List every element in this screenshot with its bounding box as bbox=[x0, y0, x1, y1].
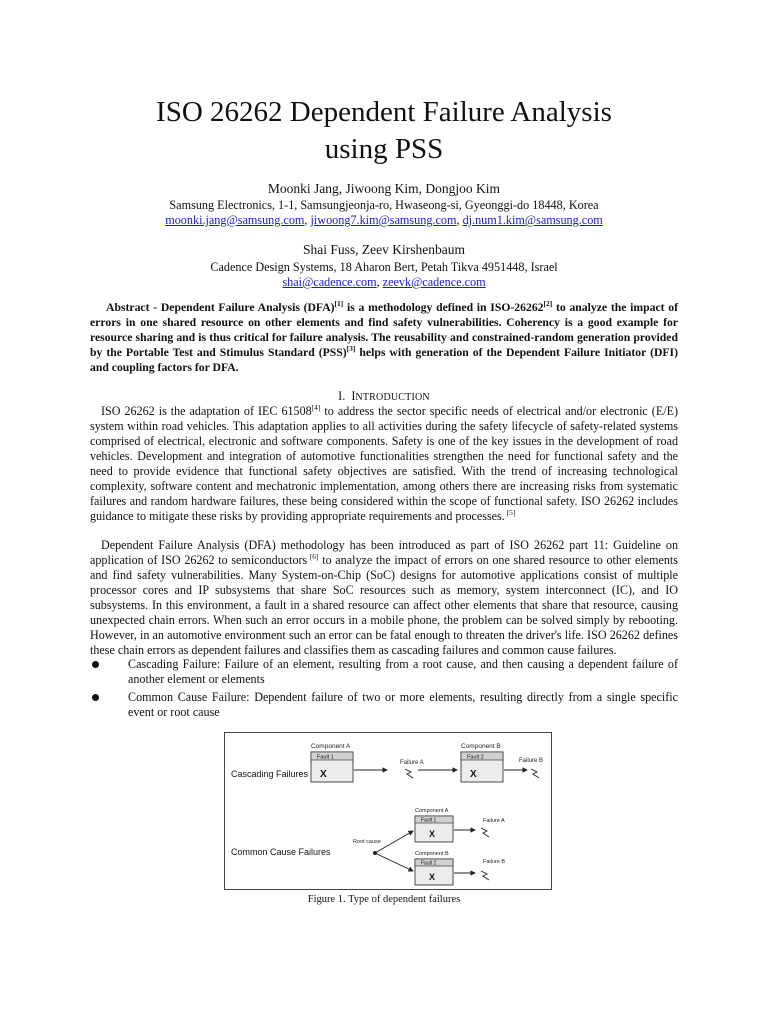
common-cause-failures-label: Common Cause Failures bbox=[231, 847, 331, 857]
emails-cadence: shai@cadence.com, zeevk@cadence.com bbox=[282, 275, 486, 289]
affiliation-samsung: Samsung Electronics, 1-1, Samsungjeonja-ro, Hwaseong-si, Gyeonggi-do 18448, Korea bbox=[169, 198, 599, 212]
fault-x-icon: X bbox=[429, 829, 436, 839]
failure-a-label: Failure A bbox=[400, 760, 424, 766]
title-line-1: ISO 26262 Dependent Failure Analysis bbox=[156, 96, 612, 128]
fault-2-label: Fault 2 bbox=[421, 860, 437, 867]
arrow bbox=[375, 853, 413, 871]
citation: [1] bbox=[334, 299, 344, 309]
email-link[interactable]: dj.num1.kim@samsung.com bbox=[462, 213, 603, 227]
component-b-label: Component B bbox=[461, 743, 501, 750]
lightning-icon bbox=[405, 769, 413, 778]
citation: [4] bbox=[311, 402, 321, 412]
intro-paragraph-2: Dependent Failure Analysis (DFA) methodology has been introduced as part of ISO 26262 part 11: Guideline on application of ISO 26262 to semiconductors [6] to analyze the impact of errors on one shared resource to other elements and find safety vulnerabilities. Many System-on-Chip (SoC) designs for automotive applications consist of multiple processor cores and IP subsystems that share SoC resources such as memory, system interconnect (IC), and IO subsystems. In this environment, a fault in a shared resource can affect other elements that share that resource, causing unexpected chain errors. When such an error occurs in a mobile phone, the problem can be solved simply by rebooting. However, in an automotive environment such an error can be fatal enough to threaten the driver's life. ISO 26262 defines these chain errors as dependent failures and classifies them as cascading failures and common cause failures. bbox=[90, 538, 678, 657]
failure-types-list bbox=[90, 657, 678, 723]
authors-samsung: Moonki Jang, Jiwoong Kim, Dongjoo Kim bbox=[267, 181, 501, 196]
bullet-icon bbox=[90, 690, 128, 720]
affiliation-cadence: Cadence Design Systems, 18 Aharon Bert, Petah Tikva 4951448, Israel bbox=[210, 260, 558, 274]
figure-dependent-failures bbox=[224, 732, 552, 890]
root-cause-label: Root cause bbox=[353, 839, 381, 845]
abstract: Abstract - Dependent Failure Analysis (DFA)[1] is a methodology defined in ISO-26262[2] to analyze the impact of errors in one shared resource on other elements and find safety vulnerabilities. Coherency is a good example for resource sharing and is thus critical for failure analysis. The reusability and constrained-random generation provided by the Portable Test and Stimulus Standard (PSS)[3] helps with generation of the Dependent Failure Initiator (DFI) and coupling factors for DFA. bbox=[90, 299, 678, 374]
citation: [2] bbox=[543, 299, 553, 309]
citation: [3] bbox=[346, 344, 356, 354]
email-link[interactable]: zeevk@cadence.com bbox=[382, 275, 486, 289]
fault-x-icon: X bbox=[320, 769, 327, 780]
component-b-label: Component B bbox=[415, 851, 449, 857]
section-heading-introduction: I. INTRODUCTION bbox=[338, 389, 430, 403]
fault-1-label: Fault 1 bbox=[317, 754, 334, 761]
fault-2-label: Fault 2 bbox=[467, 754, 484, 761]
authors-cadence: Shai Fuss, Zeev Kirshenbaum bbox=[303, 242, 465, 257]
title-line-2: using PSS bbox=[324, 133, 444, 165]
lightning-icon bbox=[481, 871, 489, 880]
email-link[interactable]: moonki.jang@samsung.com bbox=[165, 213, 305, 227]
bullet-icon bbox=[90, 657, 128, 687]
failure-b-label: Failure B bbox=[483, 859, 506, 865]
lightning-icon bbox=[481, 828, 489, 837]
failure-b-label: Failure B bbox=[519, 758, 544, 764]
component-a-label: Component A bbox=[311, 743, 351, 750]
figure-caption: Figure 1. Type of dependent failures bbox=[307, 894, 461, 905]
component-a-label: Component A bbox=[415, 808, 449, 814]
lightning-icon bbox=[531, 769, 539, 778]
email-link[interactable]: jiwoong7.kim@samsung.com bbox=[310, 213, 457, 227]
emails-samsung: moonki.jang@samsung.com, jiwoong7.kim@samsung.com, dj.num1.kim@samsung.com bbox=[165, 213, 603, 227]
citation: [6] bbox=[307, 551, 319, 561]
cascading-failures-label: Cascading Failures bbox=[231, 769, 309, 779]
intro-paragraph-1: ISO 26262 is the adaptation of IEC 61508[4] to address the sector specific needs of electrical and/or electronic (E/E) system within road vehicles. This adaptation applies to all activities during the safety lifecycle of safety-related systems comprised of electrical, electronic and software components. Safety is one of the key issues in the development of road vehicles. Development and integration of automotive functionalities strengthen the need for functional safety and the need to provide evidence that functional safety objectives are satisfied. With the trend of increasing technological complexity, software content and mechatronic implementation, among others there are increasing risks from systematic failures and random hardware failures, these being considered within the scope of functional safety. ISO 26262 includes guidance to mitigate these risks by providing appropriate requirements and processes. [5] bbox=[90, 402, 678, 523]
failure-a-label: Failure A bbox=[483, 818, 505, 824]
citation: [5] bbox=[504, 507, 516, 517]
fault-x-icon: X bbox=[429, 872, 436, 882]
fault-x-icon: X bbox=[470, 769, 477, 780]
fault-1-label: Fault 1 bbox=[421, 817, 437, 824]
list-item: Cascading Failure: Failure of an element, resulting from a root cause, and then causing a dependent failure of another element or elements bbox=[90, 657, 678, 687]
failure-diagram bbox=[225, 733, 551, 889]
list-item: Common Cause Failure: Dependent failure of two or more elements, resulting directly from a single specific event or root cause bbox=[90, 690, 678, 720]
email-link[interactable]: shai@cadence.com bbox=[282, 275, 377, 289]
paper-title bbox=[0, 94, 768, 168]
